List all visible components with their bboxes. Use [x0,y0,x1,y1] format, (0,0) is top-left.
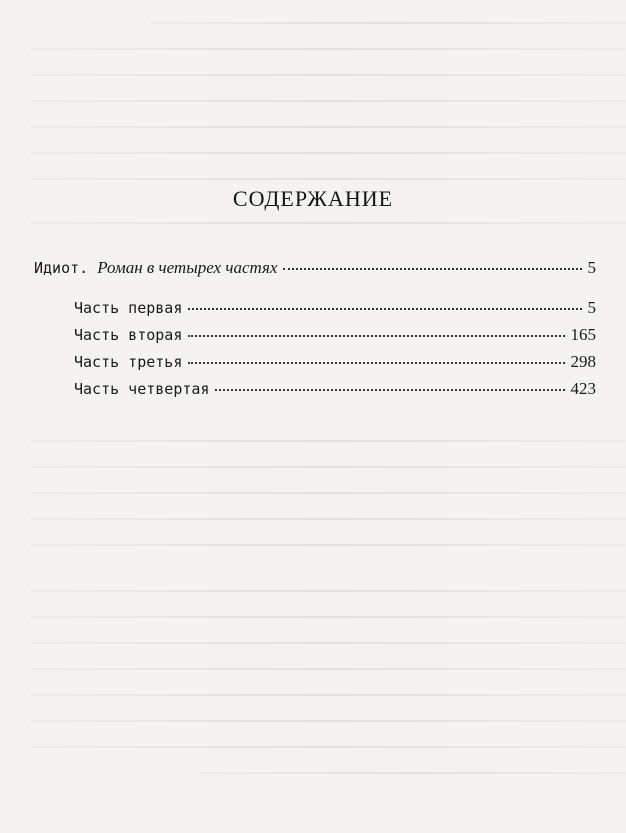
bleed-through-line [30,642,626,644]
bleed-through-line [30,616,626,618]
toc-entry-title: Идиот. [34,259,89,277]
bleed-through-line [30,492,626,494]
bleed-through-line [30,440,626,442]
toc-heading: СОДЕРЖАНИЕ [232,186,394,211]
bleed-through-line [30,178,626,180]
bleed-through-line [30,126,626,128]
bleed-through-line [30,544,626,546]
toc-page-number: 423 [570,379,596,398]
toc-entry-part-4[interactable] [74,379,596,399]
toc-page-number: 165 [570,325,596,344]
toc-entry-part-3[interactable] [74,352,596,372]
toc-entry-part-1[interactable] [74,298,596,318]
toc-entry-label: Часть третья [74,353,183,371]
toc-page-number: 5 [587,258,596,277]
toc-entry-subtitle: Роман в четырех частях [97,258,278,277]
bleed-through-line [30,746,626,748]
toc-entry-label [34,258,277,278]
dot-leader [283,268,581,270]
bleed-through-line [30,48,626,50]
toc-entry-main[interactable] [34,258,596,278]
bleed-through-line [30,720,626,722]
toc-entry-part-2[interactable] [74,325,596,345]
bleed-through-line [30,152,626,154]
bleed-through-line [30,222,626,224]
toc-entry-label: Часть четвертая [74,380,210,398]
dot-leader [188,335,564,337]
bleed-through-line [150,22,626,24]
toc-page-number: 5 [587,298,596,317]
bleed-through-line [30,74,626,76]
bleed-through-line [30,518,626,520]
bleed-through-line [30,590,626,592]
toc-page-number: 298 [570,352,596,371]
dot-leader [188,308,581,310]
dot-leader [188,362,564,364]
toc-entry-label: Часть первая [74,299,183,317]
bleed-through-line [30,466,626,468]
bleed-through-line [30,668,626,670]
toc-entry-label: Часть вторая [74,326,183,344]
dot-leader [215,389,564,391]
bleed-through-line [30,694,626,696]
bleed-through-line [200,772,626,774]
bleed-through-line [30,100,626,102]
